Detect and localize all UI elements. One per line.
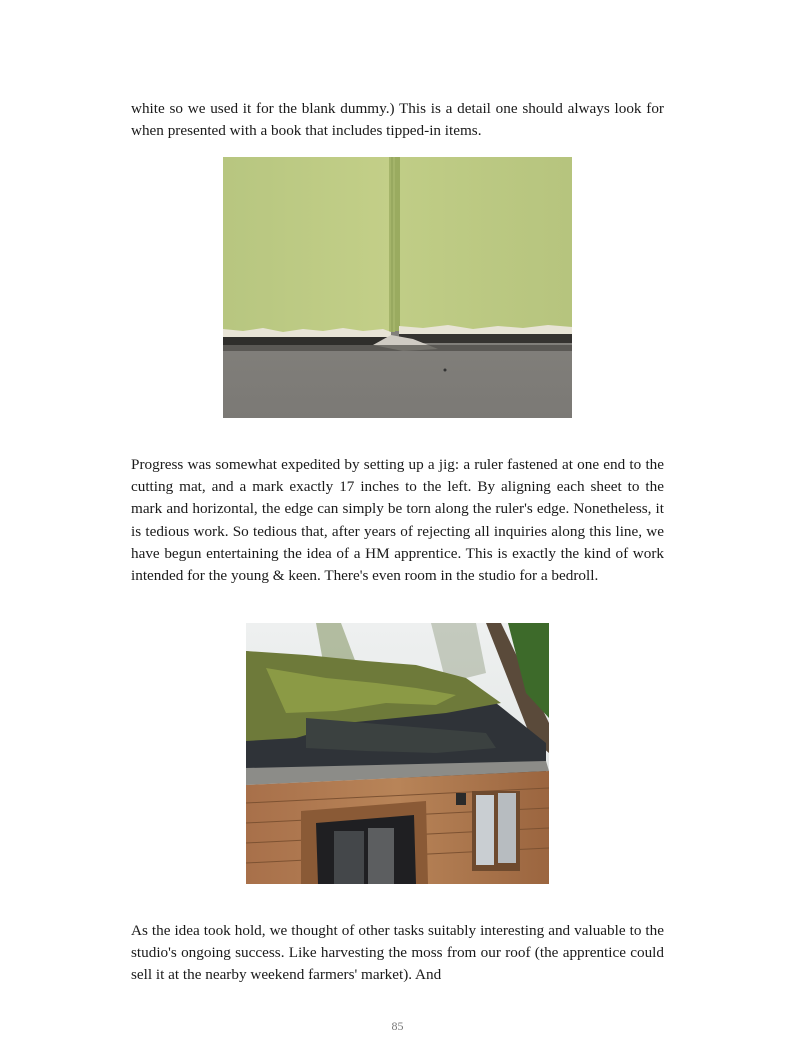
paragraph-jig: Progress was somewhat expedited by setting up a jig: a ruler fastened at one end to the cutting mat, and a mark exactly 17 inches to the left. By aligning each sheet to the mark and horizontal, the edge can simply be torn along the ruler's edge. Nonetheless, it is tedious work. So tedious that, after years of rejecting all inquiries along this line, we have begun entertaining the idea of a HM apprentice. This is exactly the kind of work intended for the young & keen. There's even room in the studio for a bedroll. (131, 456, 664, 585)
paragraph-intro: white so we used it for the blank dummy.) This is a detail one should always look for when presented with a book that includes tipped-in items. (131, 100, 664, 140)
page-number: 85 (391, 1019, 404, 1033)
paragraph-moss: As the idea took hold, we thought of other tasks suitably interesting and valuable to the studio's ongoing success. Like harvesting the moss from our roof (the apprentice could sell it at the nearby weekend farmers' market). And (131, 922, 664, 984)
photo-book-gutter (223, 157, 572, 418)
photo-studio-roof (246, 623, 549, 884)
